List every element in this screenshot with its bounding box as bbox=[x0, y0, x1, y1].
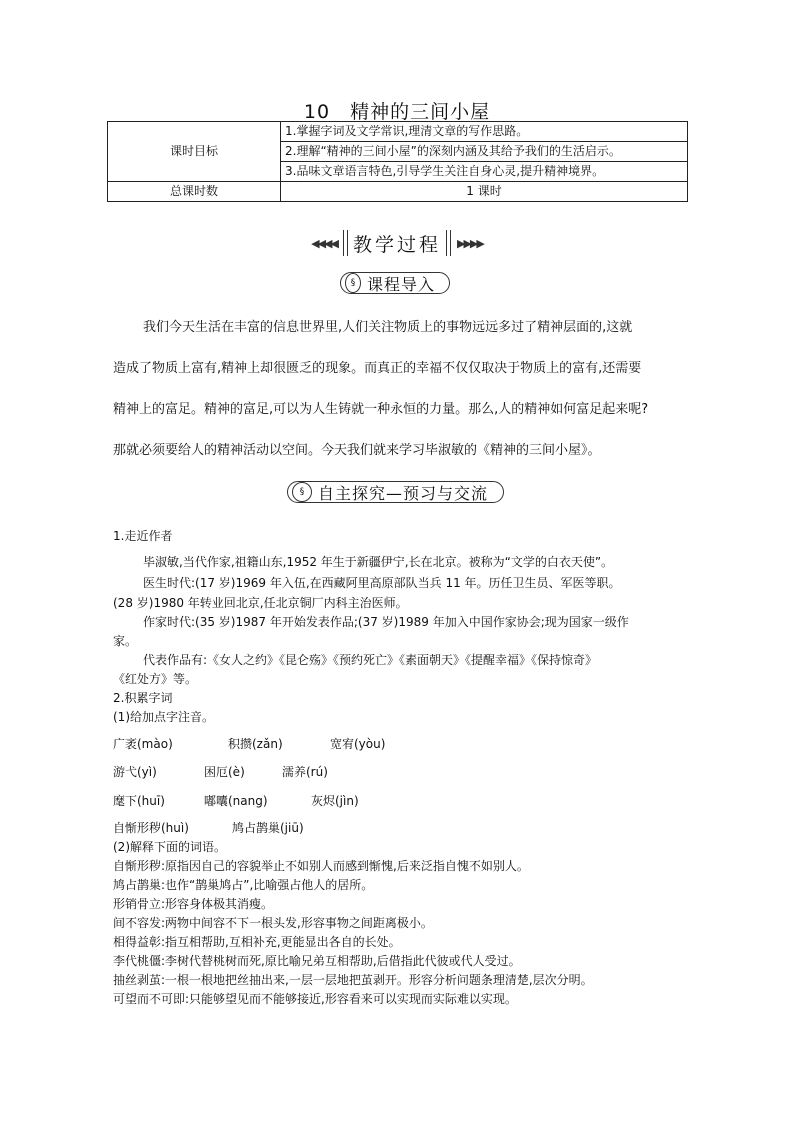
intro-line: 造成了物质上富有,精神上却很匮乏的现象。而真正的幸福不仅仅取决于物质上的富有,还需要 bbox=[113, 361, 642, 376]
definition-line: 抽丝剥茧:一根一根地把丝抽出来,一层一层地把茧剥开。形容分析问题条理清楚,层次分明。 bbox=[113, 973, 593, 987]
pinyin-item: 灰烬(jìn) bbox=[311, 794, 359, 808]
process-banner bbox=[0, 229, 794, 257]
pinyin-item: 困厄(è) bbox=[204, 765, 245, 779]
process-banner-text: 教学过程 bbox=[352, 233, 441, 256]
author-line: 代表作品有:《女人之约》《昆仑殇》《预约死亡》《素面朝天》《提醒幸福》《保持惊奇》 bbox=[143, 653, 598, 667]
explore-heading-text: 自主探究—预习与交流 bbox=[318, 483, 489, 503]
author-line: 毕淑敏,当代作家,祖籍山东,1952 年生于新疆伊宁,长在北京。被称为“文学的白衣天使”。 bbox=[143, 555, 614, 569]
definition-line: 可望而不可即:只能够望见而不能够接近,形容看来可以实现而实际难以实现。 bbox=[113, 992, 517, 1006]
right-arrows-icon: ▶▶▶▶ bbox=[457, 236, 483, 250]
pinyin-item: 濡养(rú) bbox=[282, 765, 328, 779]
left-arrows-icon: ◀◀◀◀ bbox=[311, 236, 337, 250]
left-bar-icon bbox=[343, 230, 348, 256]
intro-line: 精神上的富足。精神的富足,可以为人生铸就一种永恒的力量。那么,人的精神如何富足起来呢? bbox=[113, 402, 649, 417]
pinyin-item: 积攒(zǎn) bbox=[228, 737, 283, 751]
definition-line: 间不容发:两物中间容不下一根头发,形容事物之间距离极小。 bbox=[113, 916, 433, 930]
lesson-info-table bbox=[107, 121, 688, 202]
section-badge-icon: § bbox=[292, 482, 312, 502]
objective-item: 3.品味文章语言特色,引导学生关注自身心灵,提升精神境界。 bbox=[281, 162, 688, 182]
author-heading: 1.走近作者 bbox=[113, 529, 173, 543]
page-title: 10 精神的三间小屋 bbox=[303, 101, 491, 123]
pinyin-item: 宽宥(yòu) bbox=[330, 737, 386, 751]
intro-line: 我们今天生活在丰富的信息世界里,人们关注物质上的事物远远多过了精神层面的,这就 bbox=[143, 320, 633, 335]
objective-label: 课时目标 bbox=[108, 122, 281, 182]
author-line: 医生时代:(17 岁)1969 年入伍,在西藏阿里高原部队当兵 11 年。历任卫生员、军医等职。 bbox=[143, 576, 621, 590]
author-line: 家。 bbox=[113, 634, 138, 648]
section-badge-icon: § bbox=[345, 273, 361, 293]
vocab-heading: 2.积累字词 bbox=[113, 691, 173, 705]
objective-item: 2.理解“精神的三间小屋”的深刻内涵及其给予我们的生活启示。 bbox=[281, 142, 688, 162]
definition-line: 自惭形秽:原指因自己的容貌举止不如别人而感到惭愧,后来泛指自愧不如别人。 bbox=[113, 859, 529, 873]
definition-line: 鸠占鹊巢:也作“鹊巢鸠占”,比喻强占他人的居所。 bbox=[113, 878, 374, 892]
intro-line: 那就必须要给人的精神活动以空间。今天我们就来学习毕淑敏的《精神的三间小屋》。 bbox=[113, 443, 601, 458]
intro-heading-text: 课程导入 bbox=[366, 274, 435, 294]
pinyin-item: 麾下(huī) bbox=[113, 794, 165, 808]
intro-heading bbox=[340, 272, 450, 294]
author-line: (28 岁)1980 年转业回北京,任北京铜厂内科主治医师。 bbox=[113, 596, 408, 610]
definition-line: 形销骨立:形容身体极其消瘦。 bbox=[113, 897, 274, 911]
author-line: 《红处方》等。 bbox=[113, 672, 198, 686]
total-hours-label: 总课时数 bbox=[108, 182, 281, 202]
author-line: 作家时代:(35 岁)1987 年开始发表作品;(37 岁)1989 年加入中国作家协会;现为国家一级作 bbox=[143, 615, 629, 629]
pinyin-item: 广袤(mào) bbox=[113, 737, 173, 751]
vocab-sub-heading: (1)给加点字注音。 bbox=[113, 710, 214, 724]
objective-item: 1.掌握字词及文学常识,理清文章的写作思路。 bbox=[281, 122, 688, 142]
pinyin-item: 鸠占鹊巢(jiū) bbox=[232, 821, 304, 835]
pinyin-item: 嘟囔(nang) bbox=[204, 794, 268, 808]
vocab-sub-heading: (2)解释下面的词语。 bbox=[113, 840, 226, 854]
right-bar-icon bbox=[446, 230, 451, 256]
pinyin-item: 自惭形秽(huì) bbox=[113, 821, 189, 835]
explore-heading bbox=[287, 481, 504, 503]
definition-line: 李代桃僵:李树代替桃树而死,原比喻兄弟互相帮助,后借指此代彼或代人受过。 bbox=[113, 954, 521, 968]
definition-line: 相得益彰:指互相帮助,互相补充,更能显出各自的长处。 bbox=[113, 935, 401, 949]
pinyin-item: 游弋(yì) bbox=[113, 765, 157, 779]
total-hours-value: 1 课时 bbox=[281, 182, 688, 202]
